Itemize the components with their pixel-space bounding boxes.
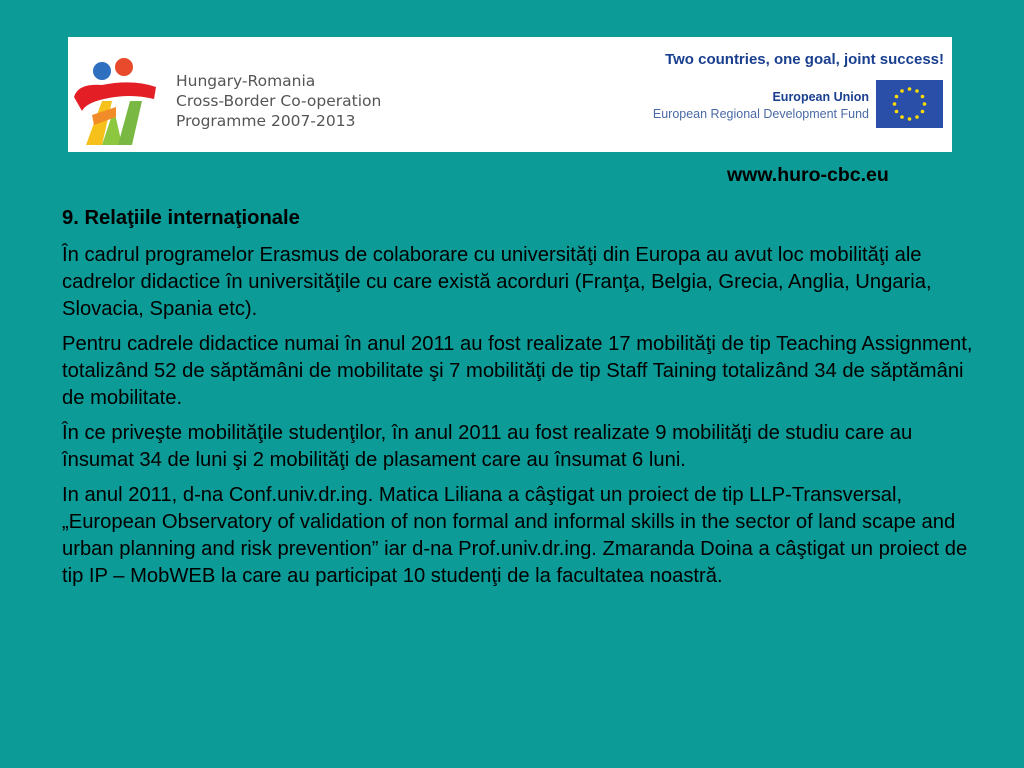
eu-star (908, 117, 912, 121)
eu-star (923, 102, 927, 106)
paragraph-projects: In anul 2011, d-na Conf.univ.dr.ing. Matica Liliana a câştigat un proiect de tip LLP-Transversal, „European Observatory of validation of non formal and informal skills in the sector of land scape and urban planning and risk prevention” iar d-na Prof.univ.dr.ing. Zmaranda Doina a câştigat un proiect de tip IP – MobWEB la care au participat 10 studenţi de la facultatea noastră. (62, 484, 968, 587)
programme-title (176, 71, 381, 131)
programme-line-1: Hungary-Romania (176, 72, 316, 90)
slogan: Two countries, one goal, joint success! (665, 51, 944, 68)
eu-star (921, 95, 925, 99)
eu-star (921, 110, 925, 114)
programme-line-3: Programme 2007-2013 (176, 112, 356, 130)
eu-star (893, 102, 897, 106)
programme-line-2: Cross-Border Co-operation (176, 92, 382, 110)
eu-star (895, 95, 899, 99)
paragraph-teaching: Pentru cadrele didactice numai în anul 2011 au fost realizate 17 mobilităţi de tip Teaching Assignment, totalizând 52 de săptămâni de mobilitate şi 7 mobilităţi de tip Staff Taining totalizând 34 de săptămâni de mobilitate. (62, 333, 973, 409)
programme-banner (68, 37, 952, 152)
eu-star (915, 89, 919, 93)
eu-star (900, 89, 904, 93)
eu-star (900, 115, 904, 119)
eu-star (895, 110, 899, 114)
eu-fund-label: European Regional Development Fund (652, 107, 869, 121)
eu-star (908, 87, 912, 91)
paragraph-students: În ce priveşte mobilităţile studenţilor, în anul 2011 au fost realizate 9 mobilităţi de studiu care au însumat 34 de luni şi 2 mobilităţi de plasament care au însumat 6 luni. (62, 422, 913, 471)
eu-star (915, 115, 919, 119)
huro-figures-logo (72, 57, 160, 147)
eu-union-label: European Union (772, 90, 869, 104)
paragraph-erasmus: În cadrul programelor Erasmus de colaborare cu universităţi din Europa au avut loc mobilităţi ale cadrelor didactice în universităţile cu care există acorduri (Franţa, Belgia, Grecia, Anglia, Ungaria, Slovacia, Spania etc). (62, 244, 932, 320)
eu-flag-icon (876, 80, 943, 128)
eu-label (653, 89, 869, 123)
section-heading: 9. Relaţiile internaţionale (62, 207, 300, 229)
website-link[interactable]: www.huro-cbc.eu (727, 164, 889, 186)
slide-content (62, 205, 987, 598)
